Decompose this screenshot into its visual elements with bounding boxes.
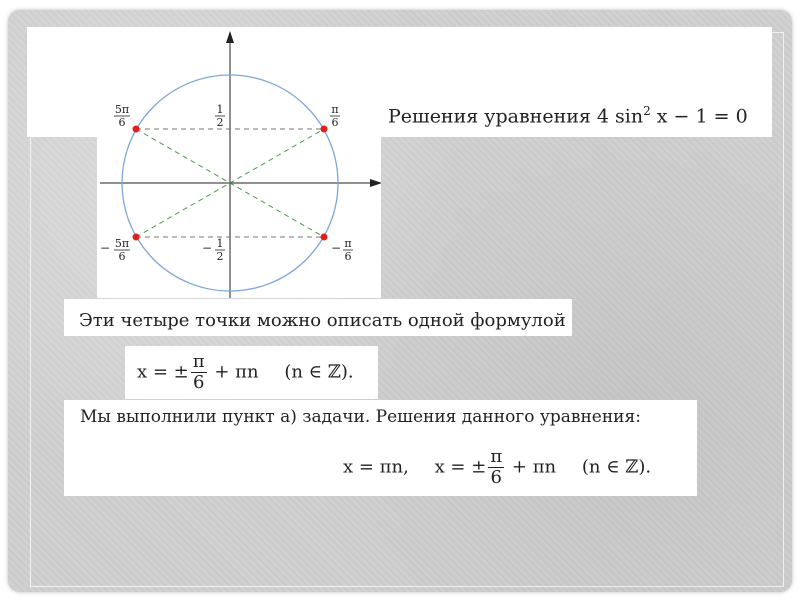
formula2-frac-den: 6	[490, 467, 502, 488]
formula1-lhs: x = ±	[137, 361, 189, 383]
equation-title	[388, 104, 748, 127]
formula1-frac-den: 6	[192, 372, 205, 393]
point-neg-5pi6	[133, 234, 140, 241]
formula2-frac-num: π	[490, 446, 503, 467]
label-neg-5pi6-num: 5π	[114, 237, 130, 250]
general-formula	[137, 352, 354, 393]
equation-title-tail: x − 1 = 0	[650, 105, 748, 128]
label-pi6-num: π	[331, 103, 339, 116]
formula2-lhs: x = ±	[434, 456, 487, 478]
label-5pi6-num: 5π	[114, 103, 130, 116]
caption-text: Эти четыре точки можно описать одной формулой	[79, 310, 566, 331]
label-half-den: 2	[216, 116, 224, 129]
formula1-rhs: + πn	[214, 361, 259, 383]
unit-circle-diagram	[97, 27, 381, 298]
label-neg-5pi6-den: 6	[118, 250, 126, 263]
equation-title-exponent: 2	[643, 104, 651, 118]
equation-title-text: Решения уравнения 4 sin	[388, 105, 644, 128]
formula1-fraction	[191, 352, 207, 393]
x-axis-arrow	[370, 179, 381, 187]
formula2-rhs: + πn	[511, 456, 557, 478]
formula2-part1: x = πn,	[343, 456, 409, 478]
point-neg-pi6	[321, 234, 328, 241]
point-5pi6	[133, 126, 140, 133]
label-5pi6-den: 6	[118, 116, 126, 129]
y-axis-arrow	[226, 31, 234, 43]
label-neg-5pi6-sign: −	[99, 241, 111, 255]
label-pi6-den: 6	[331, 116, 339, 129]
label-neg-pi6-sign: −	[330, 241, 342, 255]
label-neg-half-num: 1	[216, 237, 224, 250]
formula1-condition: (n ∈ ℤ).	[284, 361, 354, 383]
formula2-fraction	[488, 447, 504, 488]
final-answer-formula	[343, 447, 651, 488]
point-pi6	[321, 126, 328, 133]
label-neg-pi6-num: π	[344, 237, 352, 250]
conclusion-text: Мы выполнили пункт а) задачи. Решения данного уравнения:	[80, 407, 641, 427]
formula2-condition: (n ∈ ℤ).	[581, 456, 652, 478]
label-neg-half-den: 2	[216, 250, 224, 263]
label-neg-half-sign: −	[201, 241, 213, 255]
unit-circle-svg	[97, 27, 381, 298]
formula1-frac-num: π	[192, 351, 205, 372]
label-half-num: 1	[216, 103, 224, 116]
label-neg-pi6-den: 6	[344, 250, 352, 263]
